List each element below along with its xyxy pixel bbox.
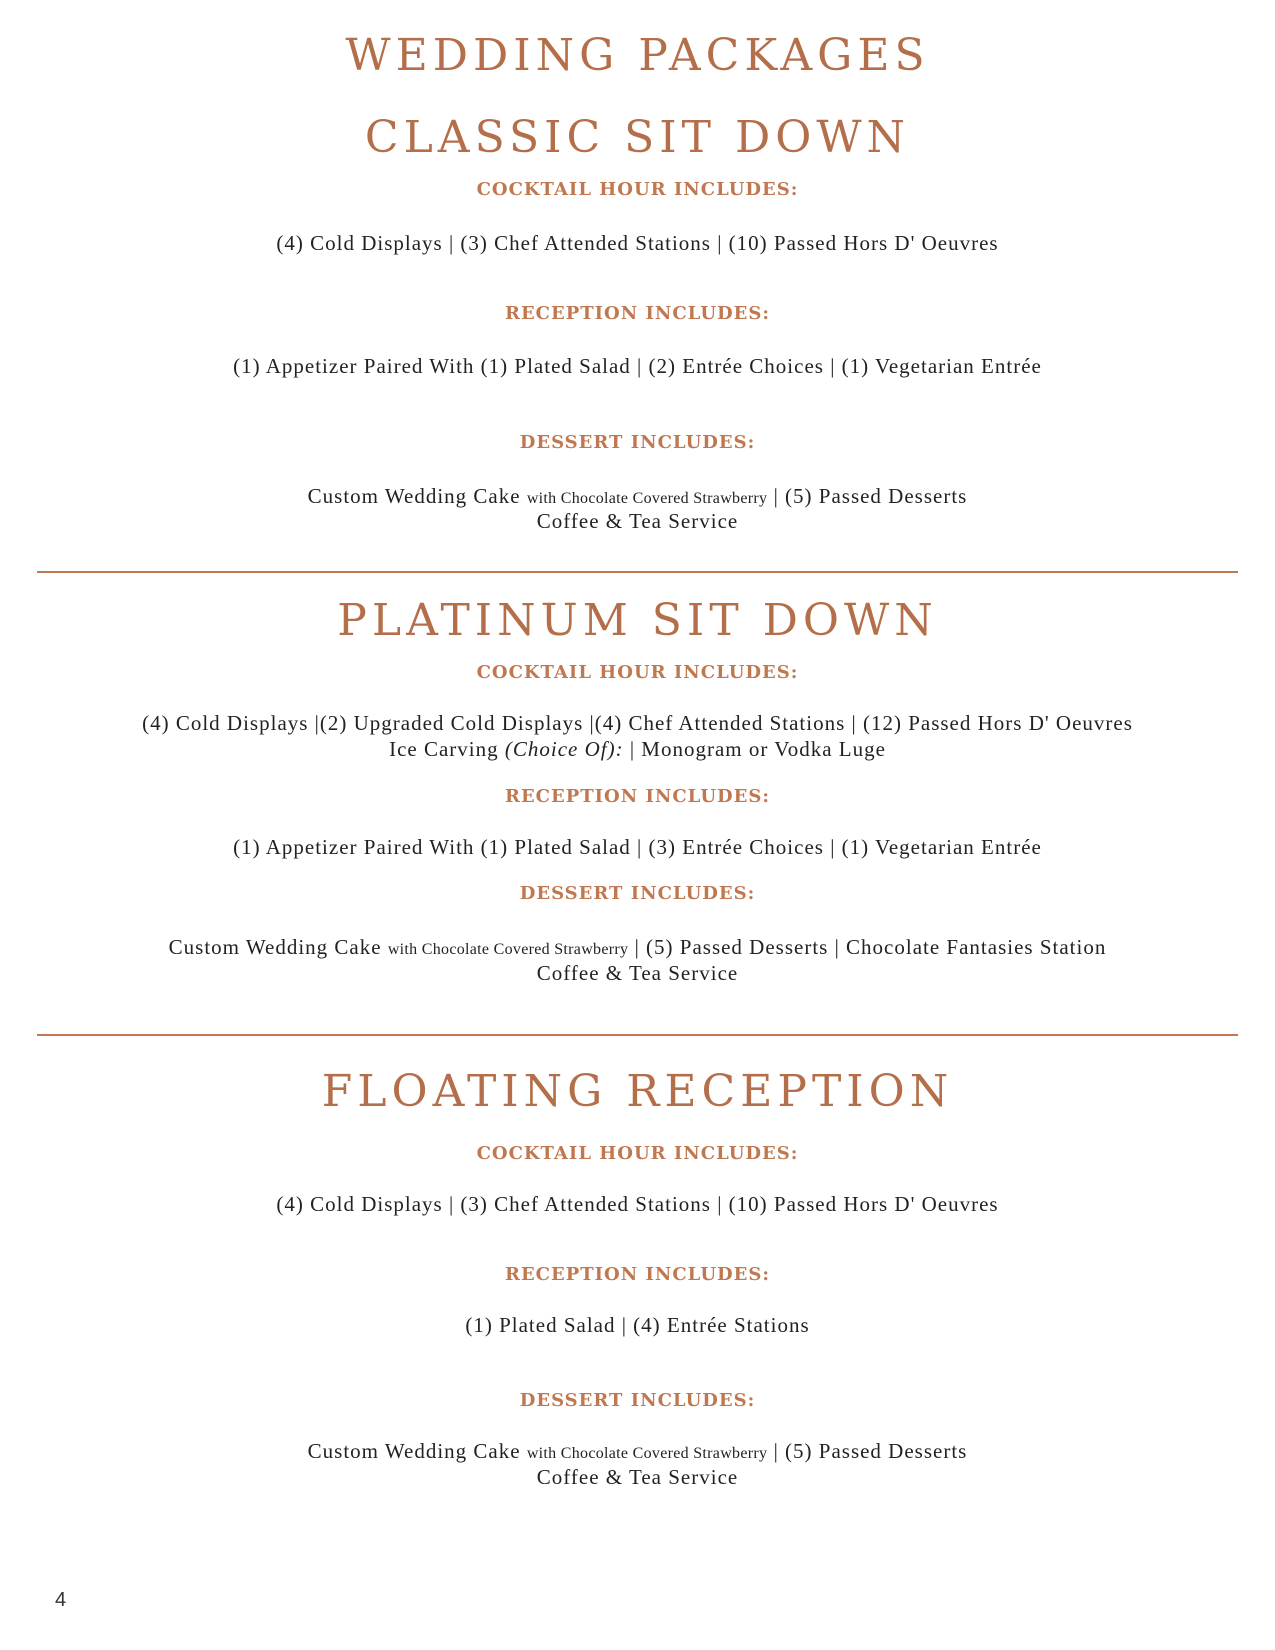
section-title-platinum: PLATINUM SIT DOWN <box>337 595 938 646</box>
dessert-rest: | (5) Passed Desserts | Chocolate Fantasies Station <box>634 935 1107 959</box>
reception-items-floating: (1) Plated Salad | (4) Entrée Stations <box>465 1313 810 1337</box>
dessert-items-floating <box>0 1441 1275 1462</box>
reception-items-platinum: (1) Appetizer Paired With (1) Plated Salad | (3) Entrée Choices | (1) Vegetarian Entrée <box>233 835 1042 859</box>
cocktail-items-floating: (4) Cold Displays | (3) Chef Attended Stations | (10) Passed Hors D' Oeuvres <box>276 1192 999 1216</box>
dessert-coffee-floating: Coffee & Tea Service <box>536 1465 739 1489</box>
cocktail-heading-platinum: COCKTAIL HOUR INCLUDES: <box>476 662 799 683</box>
page-number: 4 <box>55 1589 67 1611</box>
page-title: WEDDING PACKAGES <box>345 30 930 81</box>
dessert-coffee-platinum: Coffee & Tea Service <box>536 961 739 985</box>
dessert-cake-note: with Chocolate Covered Strawberry <box>526 1445 768 1462</box>
reception-heading-classic: RECEPTION INCLUDES: <box>504 303 770 324</box>
ice-carving-line <box>0 739 1275 760</box>
cocktail-heading-classic: COCKTAIL HOUR INCLUDES: <box>476 179 799 200</box>
dessert-cake-note: with Chocolate Covered Strawberry <box>526 490 768 507</box>
section-title-classic: CLASSIC SIT DOWN <box>364 112 911 163</box>
dessert-cake-label: Custom Wedding Cake <box>307 1439 521 1463</box>
cocktail-items-platinum: (4) Cold Displays |(2) Upgraded Cold Displays |(4) Chef Attended Stations | (12) Passed Hors D' Oeuvres <box>142 711 1133 735</box>
cocktail-items-classic: (4) Cold Displays | (3) Chef Attended Stations | (10) Passed Hors D' Oeuvres <box>276 231 999 255</box>
dessert-rest: | (5) Passed Desserts <box>773 484 968 508</box>
ice-carving-options: | Monogram or Vodka Luge <box>629 737 886 761</box>
dessert-rest: | (5) Passed Desserts <box>773 1439 968 1463</box>
dessert-items-platinum <box>0 937 1275 958</box>
reception-heading-platinum: RECEPTION INCLUDES: <box>504 786 770 807</box>
section-divider <box>37 1034 1238 1036</box>
dessert-heading-classic: DESSERT INCLUDES: <box>519 432 756 453</box>
dessert-heading-platinum: DESSERT INCLUDES: <box>519 883 756 904</box>
reception-items-classic: (1) Appetizer Paired With (1) Plated Salad | (2) Entrée Choices | (1) Vegetarian Entrée <box>233 354 1042 378</box>
section-divider <box>37 571 1238 573</box>
dessert-coffee-classic: Coffee & Tea Service <box>536 509 739 533</box>
dessert-cake-label: Custom Wedding Cake <box>168 935 382 959</box>
dessert-cake-label: Custom Wedding Cake <box>307 484 521 508</box>
section-title-floating: FLOATING RECEPTION <box>321 1066 954 1117</box>
dessert-items-classic <box>0 486 1275 507</box>
ice-carving-choice: (Choice Of): <box>504 737 624 761</box>
dessert-cake-note: with Chocolate Covered Strawberry <box>387 941 629 958</box>
reception-heading-floating: RECEPTION INCLUDES: <box>504 1264 770 1285</box>
ice-carving-label: Ice Carving <box>389 737 499 761</box>
cocktail-heading-floating: COCKTAIL HOUR INCLUDES: <box>476 1143 799 1164</box>
dessert-heading-floating: DESSERT INCLUDES: <box>519 1390 756 1411</box>
